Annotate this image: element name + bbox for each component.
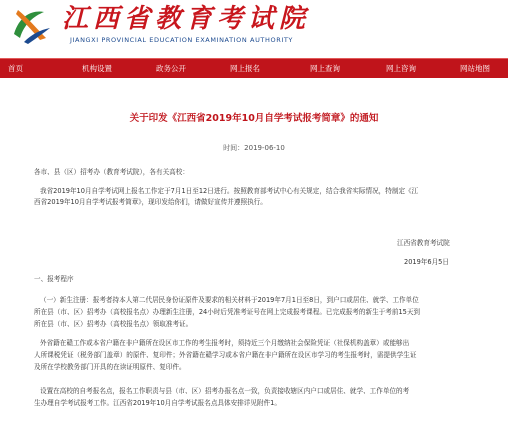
para1-line: （一）新生注册：报考者持本人第二代居民身份证原件及要求的相关材料于2019年7月1日至8日，到户口或居住、就学、工作单位	[40, 296, 419, 304]
article-date: 时间：2019-06-10	[223, 144, 285, 152]
nav-item-online-consult[interactable]: 网上咨询	[386, 64, 416, 73]
site-header	[0, 0, 508, 58]
nav-item-public-affairs[interactable]: 政务公开	[156, 64, 186, 73]
nav-item-organization[interactable]: 机构设置	[82, 64, 112, 73]
para3-line: 设置在高校的自考报名点，报名工作职责与县（市、区）招考办报名点一致，负责接收辖区内户口或居住、就学、工作单位的考	[40, 387, 410, 395]
nav-item-online-query[interactable]: 网上查询	[310, 64, 340, 73]
section-heading: 一、报考程序	[34, 275, 74, 283]
para2-line: 人所课税凭证（税务部门盖章）的原件、复印件；外省籍在赣学习或本省户籍在非户籍所在设区市学习的考生报考时，需提供学生证	[34, 351, 417, 359]
main-nav	[0, 58, 508, 78]
site-subtitle: JIANGXI PROVINCIAL EDUCATION EXAMINATION AUTHORITY	[70, 36, 293, 44]
para2-line: 及所在学校教务部门开具的在读证明原件、复印件。	[34, 363, 186, 371]
nav-item-online-registration[interactable]: 网上报名	[230, 64, 260, 73]
body-line: 我省2019年10月自学考试网上报名工作定于7月1日至12日进行。按照教育部考试中心有关规定，结合我省实际情况，特制定《江	[40, 187, 419, 195]
nav-item-home[interactable]: 首页	[8, 64, 23, 73]
para1-line: 所在县（市、区）招考办（高校报名点）领取准考证。	[34, 320, 193, 328]
logo-icon	[10, 4, 52, 46]
article-salutation: 各市、县（区）招考办（教育考试院），各有关高校：	[34, 168, 189, 176]
body-line: 西省2019年10月自学考试报考简章》，现印发给你们，请做好宣传并遵照执行。	[34, 198, 267, 206]
nav-item-sitemap[interactable]: 网站地图	[460, 64, 490, 73]
article-signature-date: 2019年6月5日	[404, 258, 449, 266]
article-signature: 江西省教育考试院	[397, 239, 450, 247]
para3-line: 生办理自学考试报考工作。江西省2019年10月自学考试报名点具体安排详见附件1。	[34, 399, 281, 407]
para2-line: 外省籍在赣工作或本省户籍在非户籍所在设区市工作的考生报考时，须持近三个月缴纳社会保险凭证（社保机构盖章）或能够出	[40, 339, 410, 347]
article-title: 关于印发《江西省2019年10月自学考试报考简章》的通知	[129, 113, 379, 124]
site-title: 江西省教育考试院	[62, 4, 311, 34]
para1-line: 所在县（市、区）招考办（高校报名点）办理新生注册，24小时后凭准考证号在网上完成报考课程。已完成报考的新生于考前15天到	[34, 308, 421, 316]
